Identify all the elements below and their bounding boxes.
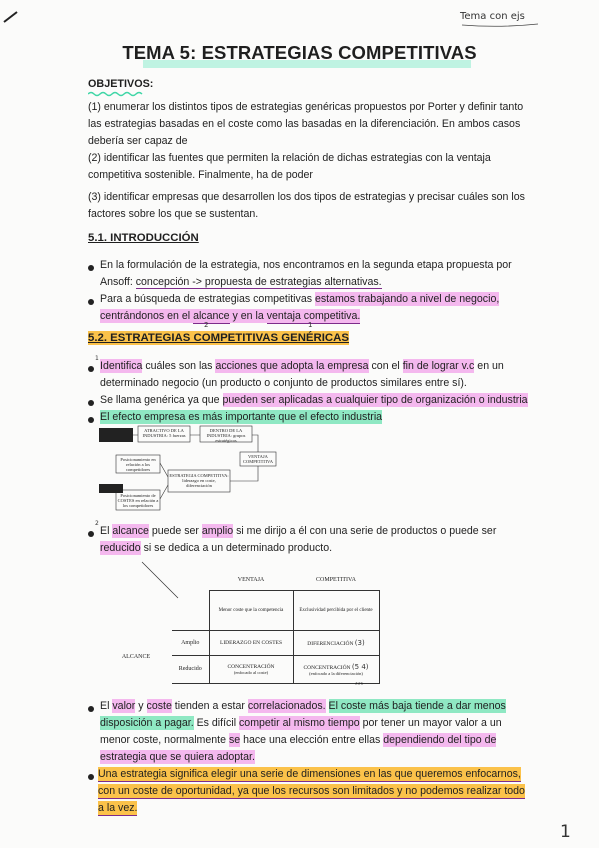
text-line <box>100 291 499 308</box>
pink-highlight: alcance <box>112 525 149 537</box>
objectives-line: (1) enumerar los distintos tipos de estrategias genéricas propuestos por Porter y definir tanto <box>88 101 524 113</box>
pink-highlight: Identifica <box>100 360 143 372</box>
objectives-block-2 <box>88 189 525 223</box>
text-line <box>100 274 512 291</box>
matrix-cell-coste: Menor coste que la competencia <box>209 590 293 630</box>
matrix-cell-liderazgo: LIDERAZGO EN COSTES <box>209 630 293 655</box>
diagram-label: Posicionamiento en relación a los competidores <box>120 457 156 472</box>
text-span: El <box>100 700 113 712</box>
pink-highlight: se <box>228 734 241 746</box>
green-highlight: disposición a pagar. <box>100 717 194 729</box>
corner-note: Tema con ejs <box>460 11 525 22</box>
matrix-col-competitiva: COMPETITIVA <box>316 576 356 583</box>
text-span: puede ser <box>148 525 202 537</box>
tradeoff-bullet <box>100 698 506 766</box>
orange-highlight: 5.2. ESTRATEGIAS COMPETITIVAS GENÉRICAS <box>88 332 349 344</box>
text-line <box>98 800 525 817</box>
generic-bullet-3 <box>100 409 382 426</box>
objectives-block <box>88 99 523 184</box>
green-highlight: El efecto empresa es más importante que el efecto industria <box>100 411 383 423</box>
matrix-cell-concentracion-diferenciacion <box>293 655 379 683</box>
pink-highlight: pueden ser aplicadas a cualquier tipo de organización o industria <box>222 394 528 406</box>
orange-highlight: a la vez. <box>98 802 138 814</box>
matrix-row-reducido: Reducido <box>172 655 209 683</box>
handwritten-number: 2 <box>204 321 209 329</box>
matrix-cell-text: CONCENTRACIÓN <box>303 664 351 671</box>
text-line <box>98 783 525 800</box>
generic-bullet-2 <box>100 392 528 409</box>
intro-bullet-2 <box>100 291 499 325</box>
generic-bullet-1 <box>100 358 504 392</box>
text-span: El <box>100 525 113 537</box>
objectives-heading: OBJETIVOS: <box>88 78 154 90</box>
text-span: cuáles son las <box>142 360 216 372</box>
strategy-matrix <box>100 570 380 684</box>
diagram-label: DENTRO DE LA INDUSTRIA: grupos estratégicos <box>206 428 246 443</box>
diagram-label: Posicionamiento de COSTES en relación a los competidores <box>117 493 159 508</box>
pink-highlight: competir al mismo tiempo <box>239 717 360 729</box>
text-span: por tener un mayor valor a un <box>359 717 502 729</box>
objectives-line: las estrategias basadas en el coste como las basadas en la diferenciación. En ambos casos <box>88 118 521 130</box>
pink-highlight: coste <box>146 700 172 712</box>
pink-highlight: estrategia que se quiera adoptar. <box>100 751 255 763</box>
pink-highlight: alcance <box>193 310 230 322</box>
text-line <box>100 308 499 325</box>
text-line <box>98 766 525 783</box>
handwritten-number: 1 <box>95 355 99 362</box>
text-span: Se llama genérica ya que <box>100 394 223 406</box>
pink-highlight: dependiendo del tipo de <box>383 734 497 746</box>
opportunity-cost-bullet <box>98 766 525 817</box>
pink-highlight: acciones que adopta la empresa <box>215 360 369 372</box>
text-span: menor coste, normalmente <box>100 734 229 746</box>
text-span: en un <box>474 360 504 372</box>
matrix-cell-text: DIFERENCIACIÓN <box>307 640 354 647</box>
text-line: En la formulación de la estrategia, nos encontramos en la segunda etapa propuesta por <box>100 259 512 271</box>
text-line <box>100 540 496 557</box>
bullet <box>88 265 94 271</box>
handwritten-note: (3) <box>354 638 365 647</box>
text-span: si se dedica a un determinado producto. <box>140 542 333 554</box>
green-highlight: El coste más baja tiende a dar menos <box>328 700 506 712</box>
pink-highlight: ventaja competitiva. <box>266 310 361 322</box>
diagram-box-left <box>99 428 133 442</box>
objectives-line: (3) identificar empresas que desarrollen los dos tipos de estrategias y precisar cuáles son los <box>88 191 525 203</box>
bullet <box>88 366 94 372</box>
text-line <box>100 523 496 540</box>
orange-highlight: Una estrategia significa elegir una serie de dimensiones en las que queremos enfocarnos, <box>98 768 521 780</box>
objectives-line: factores sobre los que se sustentan. <box>88 208 259 220</box>
intro-bullet-1 <box>100 257 512 291</box>
text-span: tienden a estar <box>171 700 248 712</box>
objectives-line: (2) identificar las fuentes que permiten la relación de dichas estrategias con la ventaja <box>88 152 491 164</box>
matrix-cell-subtext: (enfocado a la diferenciación) <box>309 670 363 676</box>
bullet <box>88 706 94 712</box>
diagram-label: VENTAJA COMPETITIVA <box>243 454 273 464</box>
matrix-stars: *** <box>355 682 364 689</box>
bullet <box>88 400 94 406</box>
matrix-row-amplio: Amplio <box>172 630 209 655</box>
matrix-row-alcance: ALCANCE <box>121 653 151 660</box>
handwritten-number: 1 <box>308 321 313 329</box>
objectives-line: debería ser capaz de <box>88 135 188 147</box>
text-span: si me dirijo a él con una serie de productos o puede ser <box>233 525 497 537</box>
pink-highlight: amplio <box>201 525 234 537</box>
pink-highlight: y en la <box>229 310 267 322</box>
matrix-cell-subtext: (enfocado al coste) <box>233 669 269 675</box>
handwritten-number: 2 <box>95 520 99 527</box>
bullet <box>88 531 94 537</box>
section-heading-generic <box>88 332 349 344</box>
underlined-span: concepción -> propuesta de estrategias alternativas. <box>135 276 382 288</box>
matrix-col-ventaja: VENTAJA <box>237 576 265 583</box>
text-span: con el <box>368 360 403 372</box>
pink-highlight: estamos trabajando a nivel de negocio, <box>314 293 500 305</box>
matrix-cell-exclusividad: Exclusividad percibida por el cliente <box>293 590 379 630</box>
text-span: Para a búsqueda de estrategias competitivas <box>100 293 315 305</box>
section-heading-intro: 5.1. INTRODUCCIÓN <box>88 232 199 244</box>
text-line <box>100 698 506 715</box>
objectives-squiggle <box>88 91 158 97</box>
text-span: Es difícil <box>193 717 239 729</box>
text-span: Ansoff: <box>100 276 136 288</box>
text-span: hace una elección entre ellas <box>240 734 384 746</box>
text-line: determinado negocio (un producto o conjunto de productos similares entre sí). <box>100 377 467 389</box>
text-line <box>100 732 506 749</box>
diagram-label: ATRACTIVO DE LA INDUSTRIA: 5 fuerzas <box>142 428 186 438</box>
objectives-line: competitiva sostenible. Finalmente, ha de poder <box>88 169 313 181</box>
bullet <box>88 774 94 780</box>
orange-highlight: con un coste de oportunidad, ya que los recursos son limitados y no podemos realizar todo <box>98 785 525 797</box>
text-span: y <box>135 700 147 712</box>
bullet <box>88 417 94 423</box>
text-line <box>100 358 504 375</box>
pink-highlight: reducido <box>100 542 141 554</box>
page-number: 1 <box>560 822 571 842</box>
diagram-label: ESTRATEGIA COMPETITIVA: liderazgo en coste, diferenciación <box>169 473 229 488</box>
matrix-cell-diferenciacion <box>293 630 379 655</box>
page-title: TEMA 5: ESTRATEGIAS COMPETITIVAS <box>122 42 477 63</box>
text-line <box>100 715 506 732</box>
matrix-cell-concentracion-coste <box>209 655 293 683</box>
bullet <box>88 299 94 305</box>
handwritten-note: (5 4) <box>351 662 369 671</box>
text-line <box>100 749 506 766</box>
generic-bullet-4 <box>100 523 496 557</box>
pink-highlight: fin de lograr v.c <box>402 360 475 372</box>
pink-highlight: valor <box>112 700 136 712</box>
pink-highlight: correlacionados. <box>247 700 326 712</box>
matrix-cell-text: CONCENTRACIÓN <box>227 663 275 670</box>
pink-highlight: centrándonos en el <box>100 310 194 322</box>
